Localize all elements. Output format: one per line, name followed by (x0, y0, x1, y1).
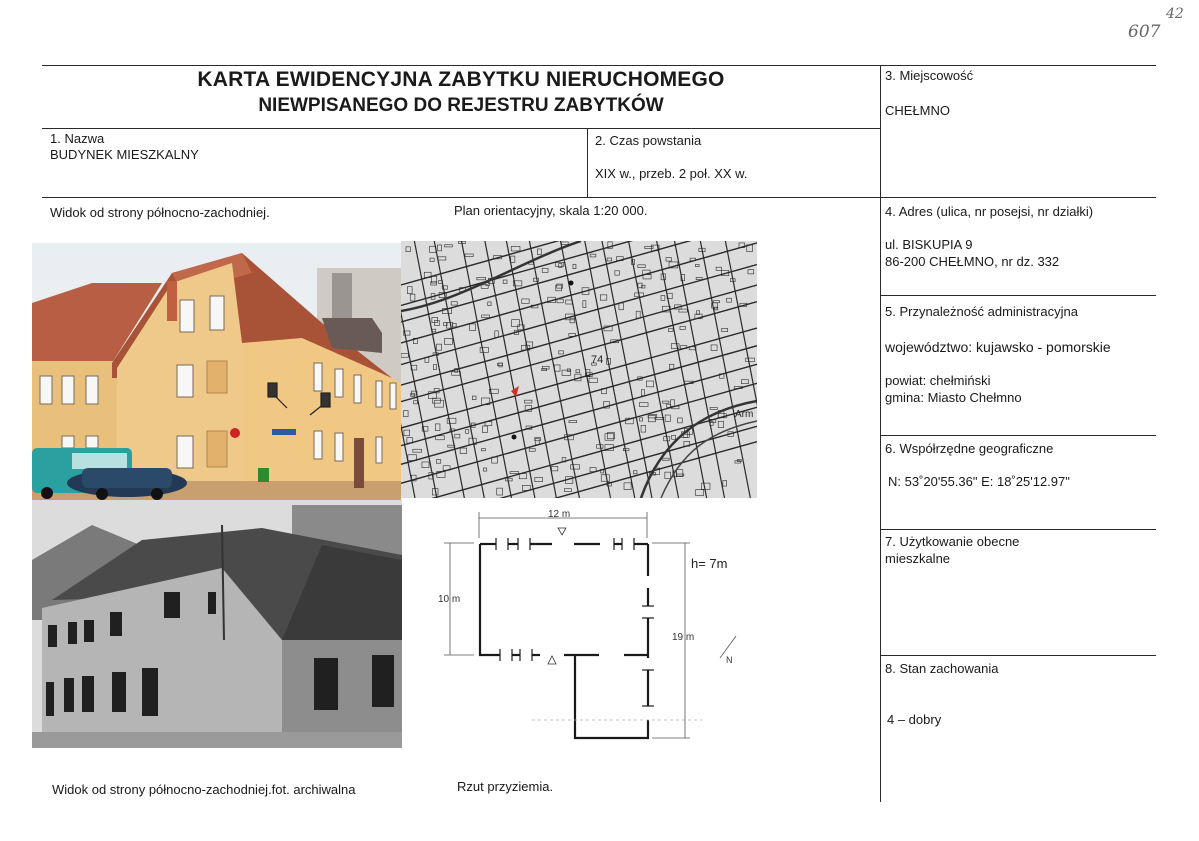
name-divider (587, 128, 588, 197)
miejscowosc-value: CHEŁMNO (885, 103, 951, 118)
map-edge-label: Arm (735, 409, 754, 420)
wspolrzedne-value: N: 53˚20'55.36" E: 18˚25'12.97" (888, 474, 1070, 489)
powiat-value: powiat: chełmiński (885, 373, 991, 388)
section-rule (42, 197, 1156, 198)
miejscowosc-label: 3. Miejscowość (885, 68, 974, 83)
czas-value: XIX w., przeb. 2 poł. XX w. (595, 166, 748, 181)
caption-rzut: Rzut przyziemia. (457, 779, 554, 794)
rule-6 (880, 435, 1156, 436)
caption-plan: Plan orientacyjny, skala 1:20 000. (454, 203, 648, 218)
plan-depth-label: 10 m (438, 594, 461, 605)
handwritten-number: 607 (1128, 22, 1161, 42)
handwritten-number-small: 42 (1166, 6, 1184, 22)
rule-7 (880, 529, 1156, 530)
adres-label: 4. Adres (ulica, nr posejsi, nr działki) (885, 204, 1094, 219)
plan-length-label: 19 m (672, 632, 695, 643)
rule-5 (880, 295, 1156, 296)
plan-width-label: 12 m (548, 509, 571, 520)
ground-floor-plan (402, 498, 760, 750)
caption-widok: Widok od strony północno-zachodniej. (50, 205, 270, 220)
photo-north-west-view (32, 243, 401, 500)
right-column-divider (880, 65, 881, 802)
stan-label: 8. Stan zachowania (885, 661, 999, 676)
nazwa-value: BUDYNEK MIESZKALNY (50, 147, 199, 162)
gmina-value: gmina: Miasto Chełmno (885, 390, 1022, 405)
wspolrzedne-label: 6. Współrzędne geograficzne (885, 441, 1054, 456)
plan-height-label: h= 7m (691, 556, 728, 571)
north-label: N (726, 655, 733, 665)
uzytkowanie-label: 7. Użytkowanie obecne (885, 534, 1020, 549)
rule-8 (880, 655, 1156, 656)
adres-line-2: 86-200 CHEŁMNO, nr dz. 332 (885, 254, 1060, 269)
uzytkowanie-value: mieszkalne (885, 551, 951, 566)
top-rule (42, 65, 1156, 66)
title-bottom-rule (42, 128, 880, 129)
map-number-label: 74 (591, 354, 604, 366)
card-title-line-2: NIEWPISANEGO DO REJESTRU ZABYTKÓW (258, 95, 664, 116)
photo-archival-view (32, 500, 402, 748)
czas-label: 2. Czas powstania (595, 133, 702, 148)
przynaleznosc-label: 5. Przynależność administracyjna (885, 304, 1078, 319)
nazwa-label: 1. Nazwa (50, 131, 105, 146)
adres-line-1: ul. BISKUPIA 9 (885, 237, 973, 252)
stan-value: 4 – dobry (887, 712, 942, 727)
caption-widok-archiwalny: Widok od strony północno-zachodniej.fot. archiwalna (52, 782, 356, 797)
orientation-map (401, 241, 757, 498)
wojewodztwo-value: województwo: kujawsko - pomorskie (885, 339, 1111, 355)
card-title-line-1: KARTA EWIDENCYJNA ZABYTKU NIERUCHOMEGO (197, 68, 725, 91)
